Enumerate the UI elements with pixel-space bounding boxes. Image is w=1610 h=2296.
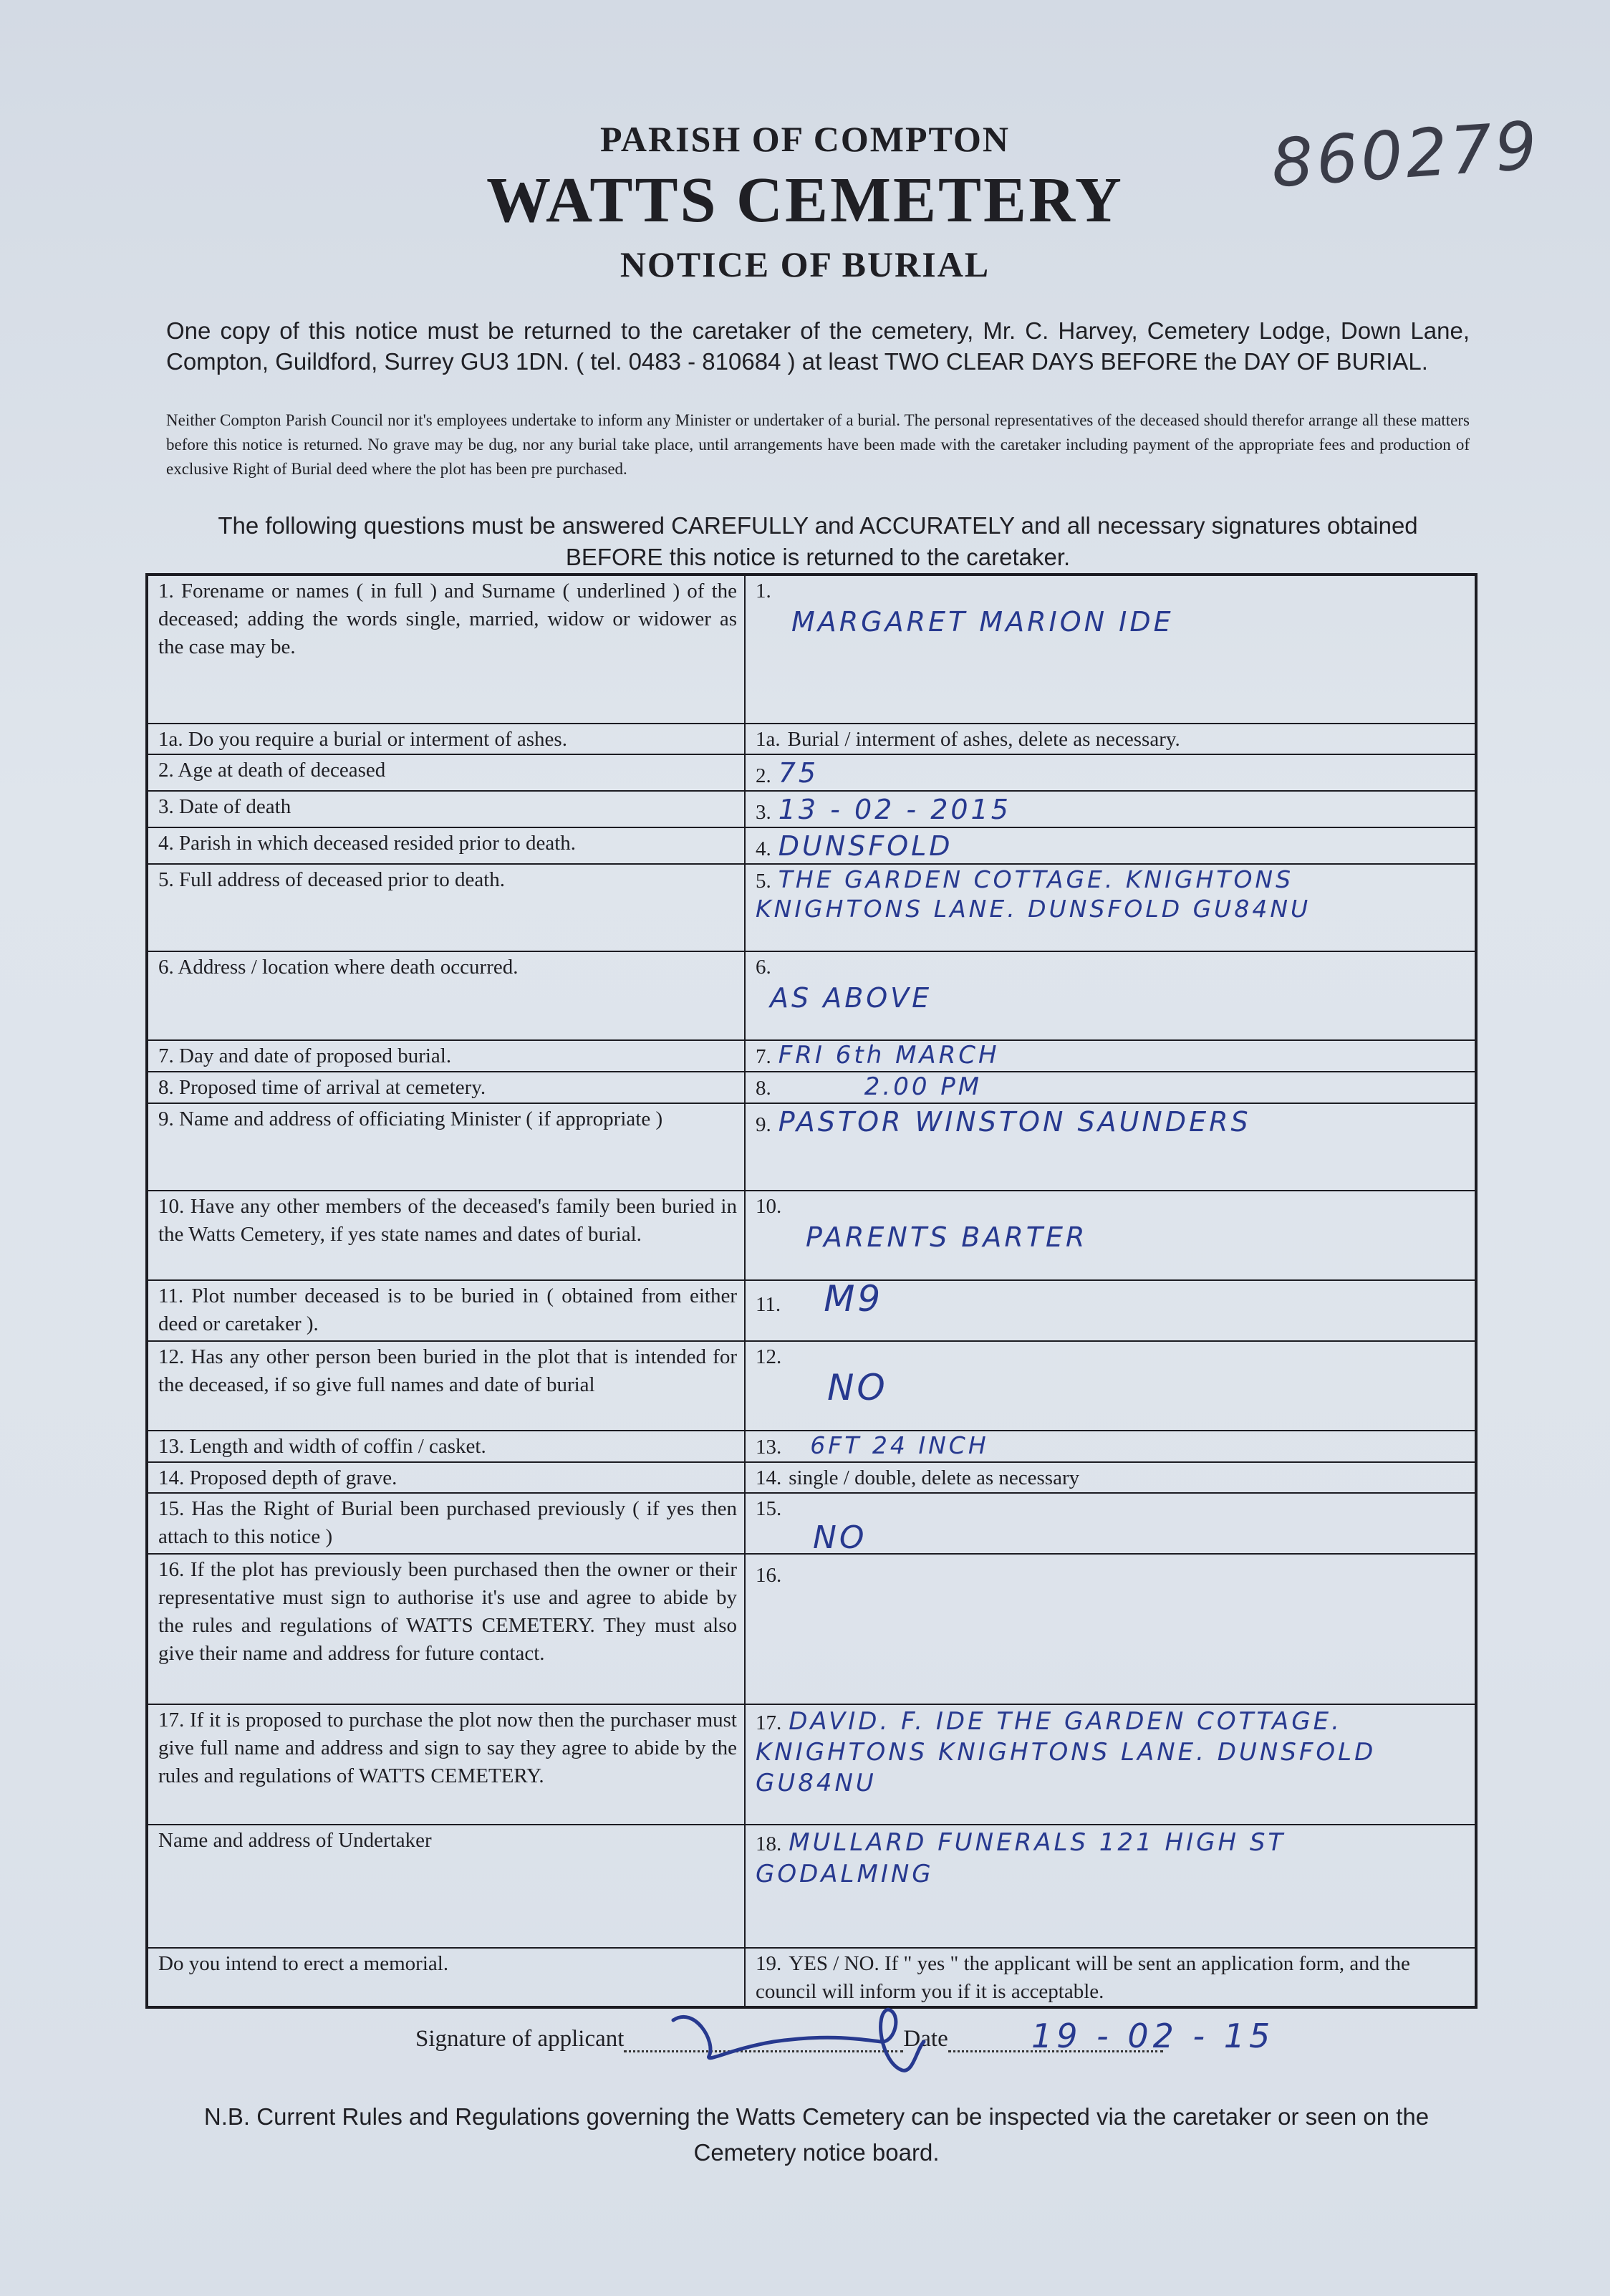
- question-cell: 4. Parish in which deceased resided prior to death.: [147, 827, 745, 864]
- table-row: [147, 724, 1476, 754]
- handwritten-answer: MULLARD FUNERALS 121 HIGH ST GODALMING: [756, 1828, 1286, 1888]
- handwritten-answer: 2.00 PM: [864, 1072, 983, 1101]
- table-row: [147, 827, 1476, 864]
- table-row: [147, 1341, 1476, 1431]
- answer-cell: [745, 791, 1476, 827]
- answer-cell: [745, 1462, 1476, 1493]
- handwritten-signature: [666, 1999, 953, 2091]
- question-cell: 10. Have any other members of the deceased's family been buried in the Watts Cemetery, if yes state names and dates of burial.: [147, 1191, 745, 1280]
- question-cell: 1a. Do you require a burial or interment of ashes.: [147, 724, 745, 754]
- table-row: [147, 1825, 1476, 1948]
- answer-cell: [745, 864, 1476, 951]
- question-cell: 6. Address / location where death occurred.: [147, 951, 745, 1040]
- question-cell: 16. If the plot has previously been purchased then the owner or their representative must sign to authorise it's use and agree to abide by the rules and regulations of WATTS CEMETERY. They must also give their name and address for future contact.: [147, 1554, 745, 1704]
- answer-number: 9.: [756, 1113, 771, 1136]
- answer-number: 1a.: [756, 728, 781, 751]
- answer-cell: [745, 951, 1476, 1040]
- parish-heading: PARISH OF COMPTON: [600, 119, 1010, 159]
- handwritten-answer: NO: [813, 1519, 867, 1554]
- table-row: [147, 575, 1476, 724]
- answer-cell: [745, 1280, 1476, 1341]
- table-row: [147, 1040, 1476, 1072]
- handwritten-answer: AS ABOVE: [770, 982, 932, 1014]
- signature-label: Signature of applicant: [415, 2026, 625, 2052]
- reference-number: 860279: [1268, 107, 1543, 203]
- answer-cell: [745, 1704, 1476, 1825]
- handwritten-answer: DAVID. F. IDE THE GARDEN COTTAGE. KNIGHTONS KNIGHTONS LANE. DUNSFOLD GU84NU: [756, 1707, 1377, 1797]
- table-row: [147, 1191, 1476, 1280]
- answer-number: 15.: [756, 1497, 782, 1520]
- printed-options: single / double, delete as necessary: [789, 1466, 1080, 1489]
- question-cell: 8. Proposed time of arrival at cemetery.: [147, 1072, 745, 1103]
- question-cell: 7. Day and date of proposed burial.: [147, 1040, 745, 1072]
- answer-number: 11.: [756, 1293, 781, 1316]
- question-cell: Name and address of Undertaker: [147, 1825, 745, 1948]
- answer-number: 5.: [756, 870, 771, 893]
- handwritten-answer: MARGARET MARION IDE: [791, 606, 1174, 638]
- question-cell: 12. Has any other person been buried in the plot that is intended for the deceased, if so give full names and date of burial: [147, 1341, 745, 1431]
- handwritten-answer: PASTOR WINSTON SAUNDERS: [778, 1106, 1251, 1138]
- answer-number: 3.: [756, 801, 771, 824]
- answer-cell: [745, 1103, 1476, 1191]
- signature-scribble: [666, 1999, 953, 2078]
- answer-number: 1.: [756, 580, 771, 602]
- question-cell: 9. Name and address of officiating Minister ( if appropriate ): [147, 1103, 745, 1191]
- handwritten-answer: NO: [827, 1367, 888, 1408]
- notice-title: NOTICE OF BURIAL: [620, 244, 990, 284]
- question-cell: 17. If it is proposed to purchase the plot now then the purchaser must give full name and address and sign to say they agree to abide by the rules and regulations of WATTS CEMETERY.: [147, 1704, 745, 1825]
- question-cell: 3. Date of death: [147, 791, 745, 827]
- cemetery-title: WATTS CEMETERY: [486, 165, 1124, 236]
- table-row: [147, 1554, 1476, 1704]
- answer-number: 10.: [756, 1195, 782, 1218]
- answer-number: 6.: [756, 956, 771, 979]
- printed-options: YES / NO. If " yes " the applicant will be sent an application form, and the council will inform you if it is acceptable.: [756, 1952, 1410, 2003]
- question-cell: 1. Forename or names ( in full ) and Surname ( underlined ) of the deceased; adding the words single, married, widow or widower as the case may be.: [147, 575, 745, 724]
- answer-number: 8.: [756, 1077, 771, 1100]
- printed-options: Burial / interment of ashes, delete as necessary.: [787, 728, 1180, 751]
- intro-paragraph: One copy of this notice must be returned to the caretaker of the cemetery, Mr. C. Harvey, Cemetery Lodge, Down Lane, Compton, Guildford, Surrey GU3 1DN. ( tel. 0483 - 810684 ) at least TWO CLEAR DAYS BEFORE the DAY OF BURIAL.: [166, 317, 1470, 375]
- answer-cell: [745, 754, 1476, 791]
- instructions: The following questions must be answered CAREFULLY and ACCURATELY and all necessary signatures obtained BEFORE this notice is returned to the caretaker.: [218, 512, 1418, 570]
- question-cell: 13. Length and width of coffin / casket.: [147, 1431, 745, 1462]
- table-row: [147, 951, 1476, 1040]
- burial-form-table: [145, 573, 1478, 2009]
- answer-cell: [745, 1040, 1476, 1072]
- answer-cell: [745, 1554, 1476, 1704]
- answer-number: 17.: [756, 1711, 782, 1734]
- date-label: Date: [903, 2026, 948, 2052]
- answer-number: 16.: [756, 1564, 782, 1587]
- answer-number: 13.: [756, 1436, 782, 1459]
- handwritten-answer: M9: [824, 1280, 884, 1320]
- table-row: [147, 1280, 1476, 1341]
- answer-number: 14.: [756, 1466, 782, 1489]
- table-row: [147, 1103, 1476, 1191]
- answer-number: 7.: [756, 1045, 771, 1068]
- handwritten-date: 19 - 02 - 15: [1031, 2017, 1275, 2055]
- answer-cell: [745, 575, 1476, 724]
- answer-cell: [745, 1493, 1476, 1554]
- table-row: [147, 1431, 1476, 1462]
- question-cell: 15. Has the Right of Burial been purchased previously ( if yes then attach to this notice ): [147, 1493, 745, 1554]
- handwritten-answer: FRI 6th MARCH: [778, 1041, 1000, 1070]
- table-row: [147, 1493, 1476, 1554]
- answer-cell: [745, 724, 1476, 754]
- answer-number: 12.: [756, 1345, 782, 1368]
- question-cell: Do you intend to erect a memorial.: [147, 1948, 745, 2007]
- table-row: [147, 1704, 1476, 1825]
- answer-number: 2.: [756, 764, 771, 787]
- answer-number: 4.: [756, 837, 771, 860]
- table-row: [147, 754, 1476, 791]
- answer-cell: [745, 1341, 1476, 1431]
- disclaimer-paragraph: Neither Compton Parish Council nor it's employees undertake to inform any Minister or undertaker of a burial. The personal representatives of the deceased should therefor arrange all these matters before this notice is returned. No grave may be dug, nor any burial take place, until arrangements have been made with the caretaker including payment of the appropriate fees and production of exclusive Right of Burial deed where the plot has been pre purchased.: [166, 411, 1470, 478]
- handwritten-answer: THE GARDEN COTTAGE. KNIGHTONS KNIGHTONS LANE. DUNSFOLD GU84NU: [756, 865, 1311, 923]
- handwritten-answer: 75: [778, 757, 819, 789]
- question-cell: 14. Proposed depth of grave.: [147, 1462, 745, 1493]
- footer-note: N.B. Current Rules and Regulations governing the Watts Cemetery can be inspected via the caretaker or seen on the Cemetery notice board.: [203, 2103, 1430, 2166]
- answer-number: 19.: [756, 1952, 782, 1975]
- table-row: [147, 1072, 1476, 1103]
- answer-cell: [745, 827, 1476, 864]
- answer-number: 18.: [756, 1833, 782, 1855]
- handwritten-answer: 6FT 24 INCH: [810, 1431, 989, 1459]
- question-cell: 2. Age at death of deceased: [147, 754, 745, 791]
- table-row: [147, 791, 1476, 827]
- handwritten-answer: PARENTS BARTER: [806, 1221, 1088, 1253]
- question-cell: 11. Plot number deceased is to be buried in ( obtained from either deed or caretaker ).: [147, 1280, 745, 1341]
- handwritten-answer: DUNSFOLD: [778, 830, 953, 862]
- answer-cell: [745, 1431, 1476, 1462]
- question-cell: 5. Full address of deceased prior to death.: [147, 864, 745, 951]
- table-row: [147, 1462, 1476, 1493]
- handwritten-answer: 13 - 02 - 2015: [778, 794, 1011, 825]
- answer-cell: [745, 1825, 1476, 1948]
- answer-cell: [745, 1072, 1476, 1103]
- table-row: [147, 864, 1476, 951]
- answer-cell: [745, 1191, 1476, 1280]
